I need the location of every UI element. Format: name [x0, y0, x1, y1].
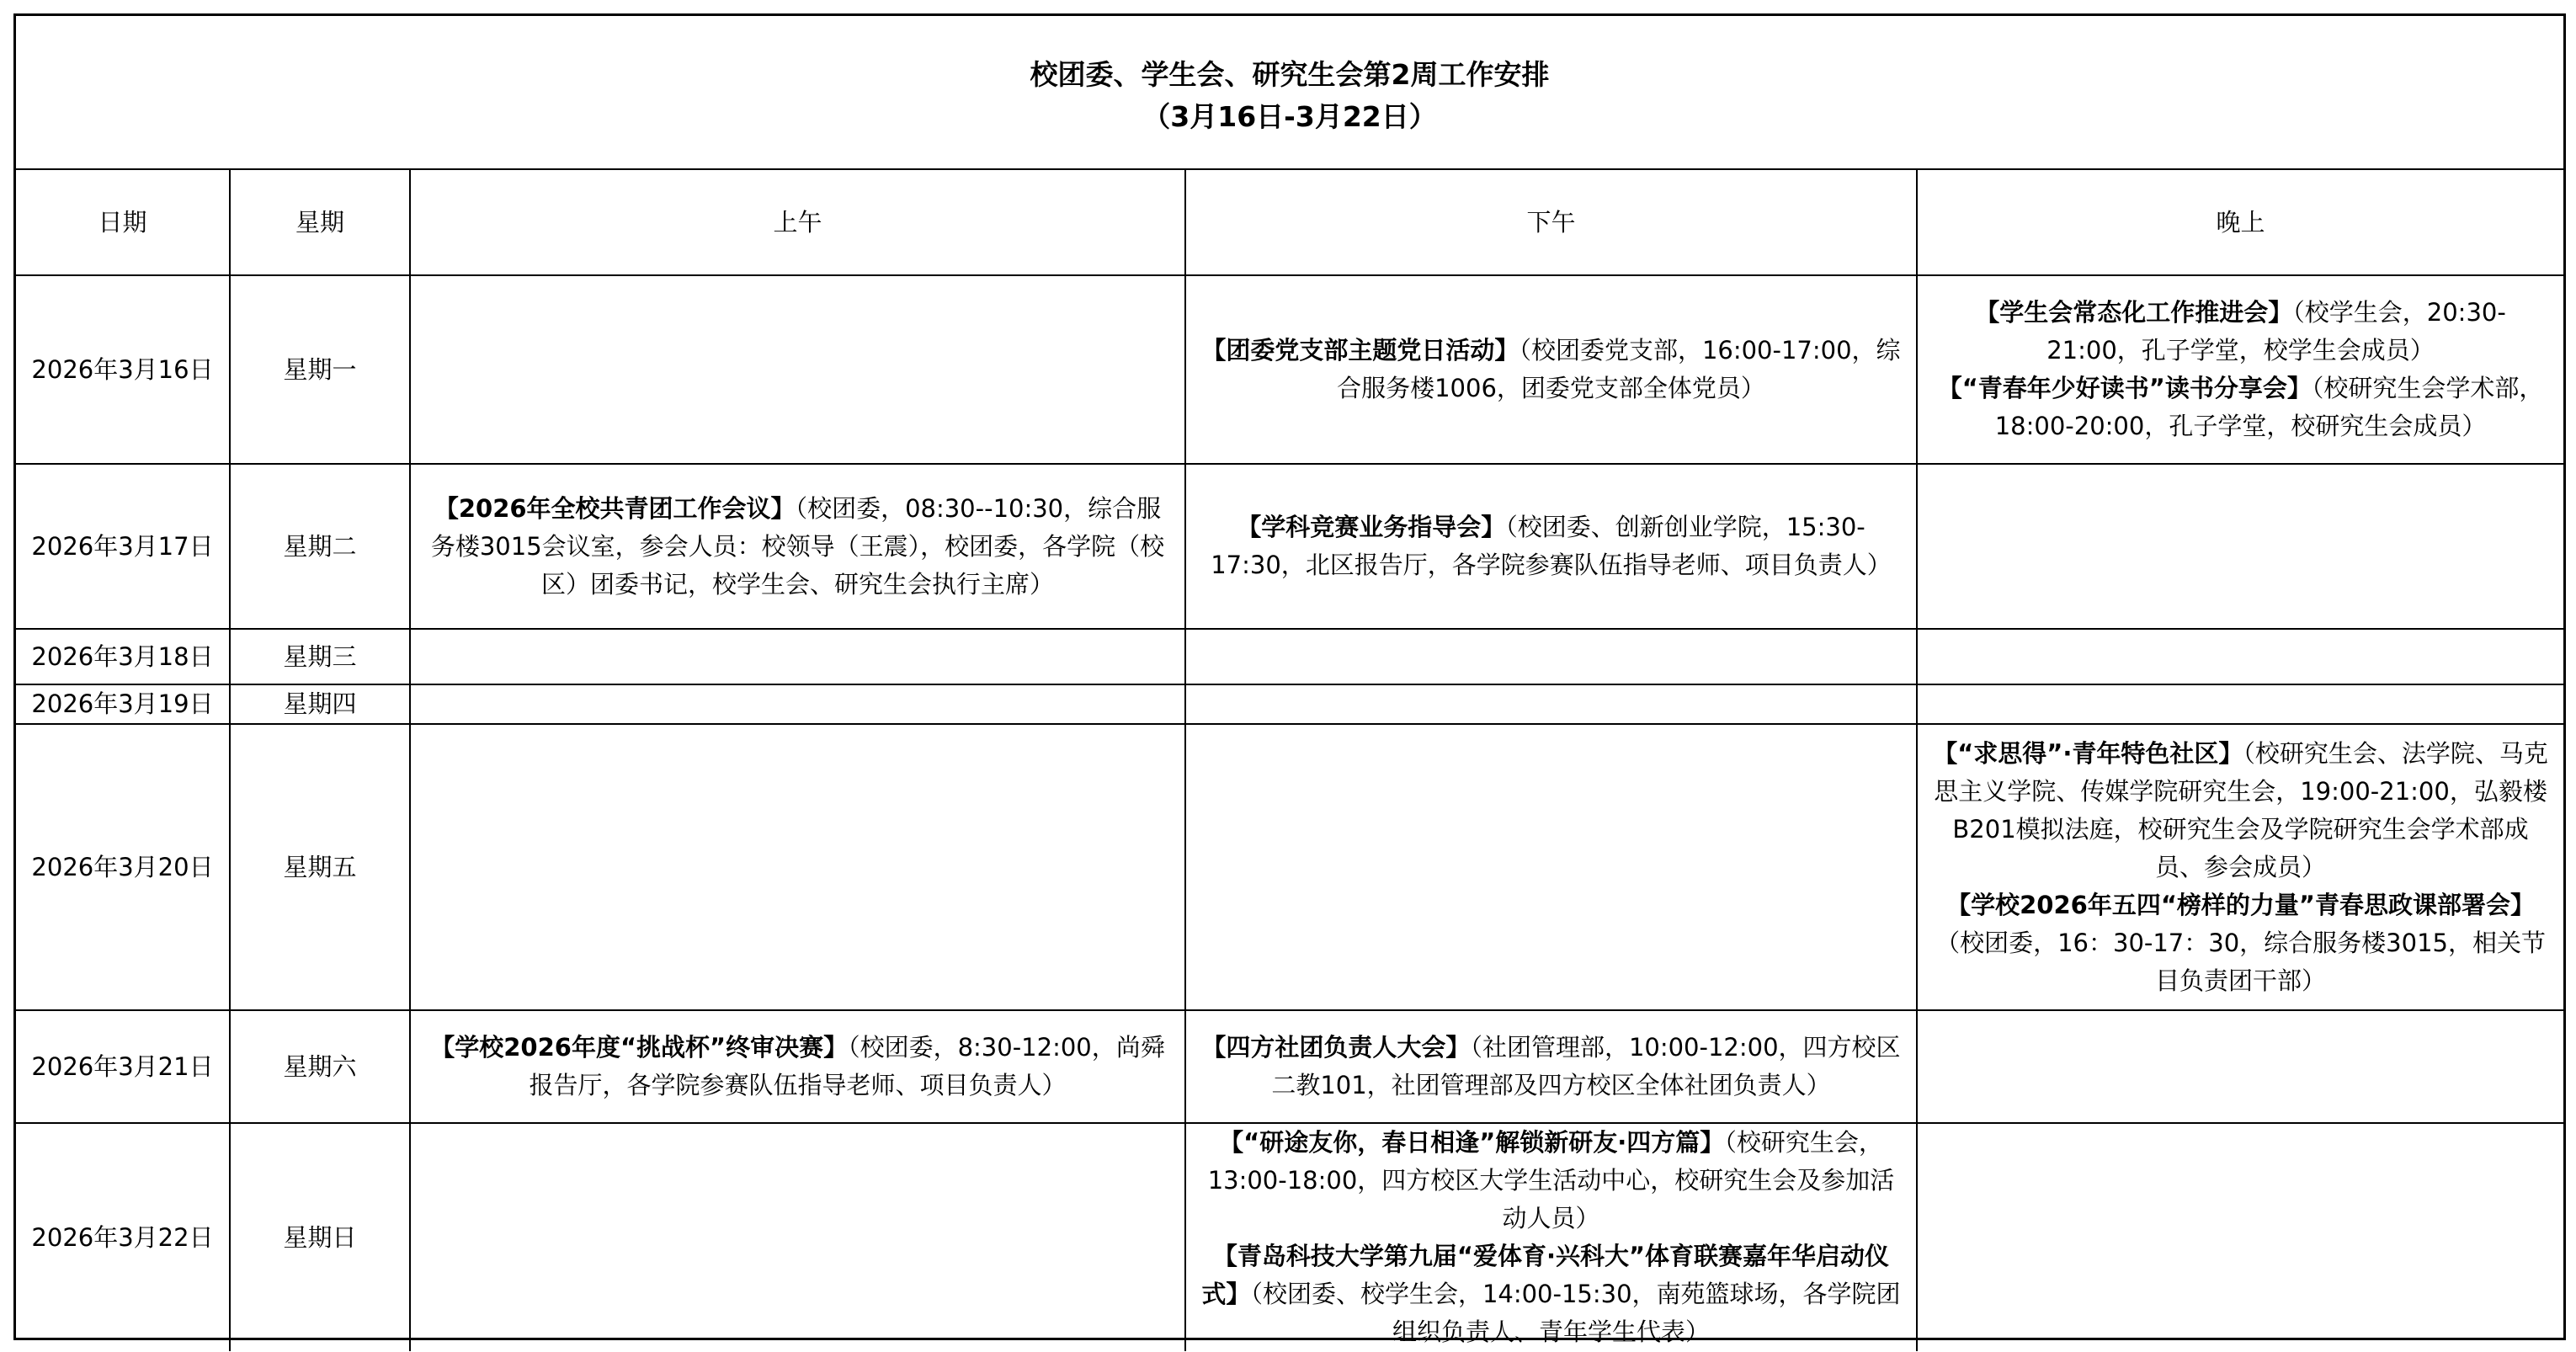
morning-cell [410, 275, 1185, 464]
date-cell: 2026年3月22日 [16, 1123, 230, 1351]
schedule-row [16, 275, 2563, 464]
title-line-2: （3月16日-3月22日） [1142, 99, 1437, 133]
event-detail: （校团委，8:30-12:00，尚舜报告厅，各学院参赛队伍指导老师、项目负责人） [529, 1033, 1165, 1099]
event-detail: （校学生会，20:30-21:00，孔子学堂，校学生会成员） [2046, 298, 2506, 365]
evening-cell [1917, 629, 2563, 684]
event-title: 【“研途友你，春日相逢”解锁新研友·四方篇】 [1219, 1128, 1725, 1157]
event-detail: （校研究生会、法学院、马克思主义学院、传媒学院研究生会，19:00-21:00，弘毅楼B201模拟法庭，校研究生会及学院研究生会学术部成员、参会成员） [1934, 738, 2548, 881]
event-entry [424, 1029, 1171, 1104]
event-entry [1200, 1124, 1903, 1238]
afternoon-cell [1185, 724, 1917, 1010]
schedule-row [16, 1123, 2563, 1351]
schedule-title [16, 16, 2563, 169]
morning-cell [410, 724, 1185, 1010]
schedule-table [16, 16, 2563, 1351]
afternoon-cell [1185, 1010, 1917, 1123]
event-entry [1931, 294, 2550, 370]
event-entry [424, 490, 1171, 604]
header-weekday: 星期 [230, 169, 410, 275]
schedule-row [16, 464, 2563, 629]
date-cell: 2026年3月20日 [16, 724, 230, 1010]
event-title: 【学生会常态化工作推进会】 [1975, 298, 2293, 327]
weekday-cell: 星期日 [230, 1123, 410, 1351]
header-date: 日期 [16, 169, 230, 275]
event-detail: （校研究生会，13:00-18:00，四方校区大学生活动中心，校研究生会及参加活动人员） [1207, 1128, 1895, 1232]
event-title: 【“求思得”·青年特色社区】 [1933, 738, 2243, 768]
evening-cell [1917, 724, 2563, 1010]
date-cell: 2026年3月17日 [16, 464, 230, 629]
event-detail: （校团委，08:30--10:30，综合服务楼3015会议室，参会人员：校领导（王震），校团委，各学院（校区）团委书记，校学生会、研究生会执行主席） [430, 493, 1165, 599]
event-detail: （社团管理部，10:00-12:00，四方校区二教101，社团管理部及四方校区全体社团负责人） [1271, 1033, 1901, 1099]
event-detail: （校团委，16：30-17：30，综合服务楼3015，相关节目负责团干部） [1935, 928, 2546, 995]
schedule-row [16, 629, 2563, 684]
event-entry [1200, 332, 1903, 407]
schedule-row [16, 684, 2563, 724]
event-title: 【团委党支部主题党日活动】 [1201, 336, 1520, 365]
evening-cell [1917, 684, 2563, 724]
title-line-1: 校团委、学生会、研究生会第2周工作安排 [1030, 57, 1550, 91]
event-entry [1931, 370, 2550, 445]
afternoon-cell [1185, 1123, 1917, 1351]
morning-cell [410, 684, 1185, 724]
header-afternoon: 下午 [1185, 169, 1917, 275]
header-morning: 上午 [410, 169, 1185, 275]
schedule-row [16, 1010, 2563, 1123]
event-detail: （校研究生会学术部，18:00-20:00，孔子学堂，校研究生会成员） [1994, 374, 2544, 440]
header-row [16, 169, 2563, 275]
weekday-cell: 星期五 [230, 724, 410, 1010]
afternoon-cell [1185, 464, 1917, 629]
header-evening: 晚上 [1917, 169, 2563, 275]
date-cell: 2026年3月18日 [16, 629, 230, 684]
event-title: 【学校2026年度“挑战杯”终审决赛】 [430, 1033, 849, 1062]
event-entry [1200, 1238, 1903, 1351]
morning-cell [410, 629, 1185, 684]
event-title: 【学科竞赛业务指导会】 [1237, 513, 1506, 541]
date-cell: 2026年3月19日 [16, 684, 230, 724]
event-detail: （校团委、校学生会，14:00-15:30，南苑篮球场，各学院团组织负责人、青年学生代表） [1250, 1280, 1901, 1346]
weekday-cell: 星期四 [230, 684, 410, 724]
event-entry [1931, 735, 2550, 886]
event-title: 【学校2026年五四“榜样的力量”青春思政课部署会】 [1946, 890, 2535, 919]
event-entry [1200, 508, 1903, 584]
evening-cell [1917, 1010, 2563, 1123]
afternoon-cell [1185, 629, 1917, 684]
morning-cell [410, 464, 1185, 629]
weekday-cell: 星期三 [230, 629, 410, 684]
event-title: 【青岛科技大学第九届“爱体育·兴科大”体育联赛嘉年华启动仪式】 [1201, 1242, 1890, 1308]
date-cell: 2026年3月16日 [16, 275, 230, 464]
event-detail: （校团委、创新创业学院，15:30-17:30，北区报告厅，各学院参赛队伍指导老师、项目负责人） [1211, 513, 1892, 579]
evening-cell [1917, 464, 2563, 629]
afternoon-cell [1185, 275, 1917, 464]
schedule-sheet [13, 13, 2566, 1346]
date-cell: 2026年3月21日 [16, 1010, 230, 1123]
evening-cell [1917, 1123, 2563, 1351]
weekday-cell: 星期一 [230, 275, 410, 464]
event-title: 【“青春年少好读书”读书分享会】 [1937, 374, 2312, 402]
evening-cell [1917, 275, 2563, 464]
weekday-cell: 星期二 [230, 464, 410, 629]
morning-cell [410, 1123, 1185, 1351]
event-entry [1931, 886, 2550, 1000]
title-row [16, 16, 2563, 169]
afternoon-cell [1185, 684, 1917, 724]
event-entry [1200, 1029, 1903, 1104]
event-detail: （校团委党支部，16:00-17:00，综合服务楼1006，团委党支部全体党员） [1337, 336, 1901, 402]
schedule-row [16, 724, 2563, 1010]
morning-cell [410, 1010, 1185, 1123]
weekday-cell: 星期六 [230, 1010, 410, 1123]
event-title: 【2026年全校共青团工作会议】 [434, 493, 796, 523]
event-title: 【四方社团负责人大会】 [1201, 1033, 1471, 1062]
